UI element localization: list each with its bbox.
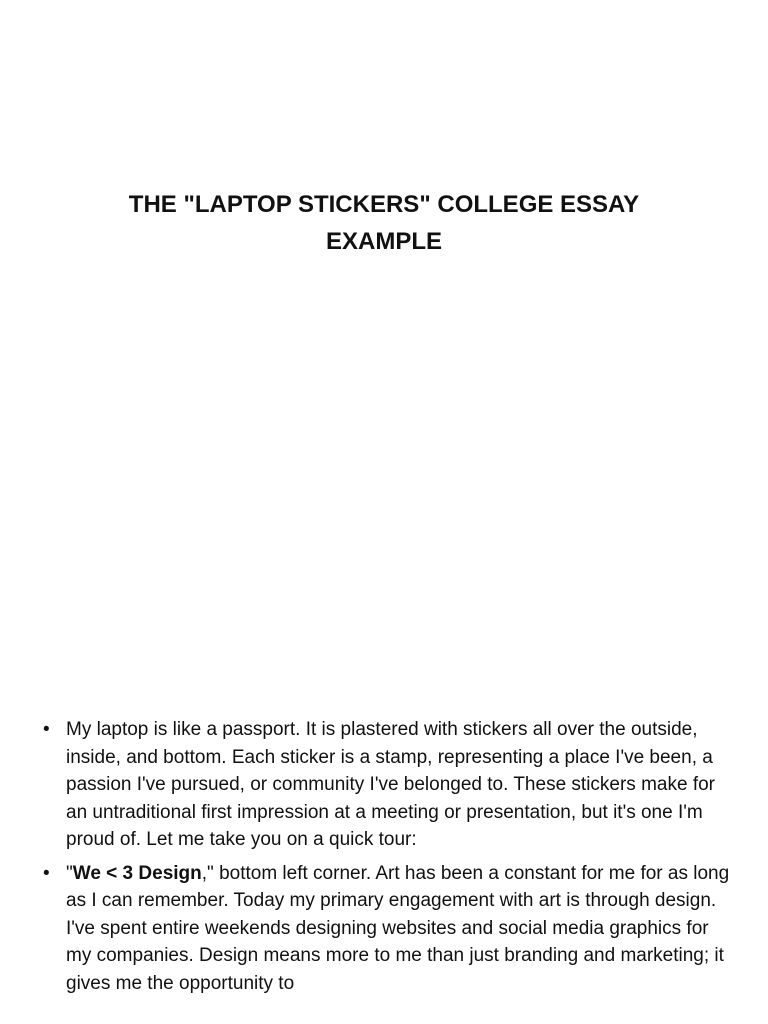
sticker-name: We < 3 Design bbox=[72, 862, 202, 884]
list-item bbox=[40, 860, 730, 998]
bullet-icon: • bbox=[43, 719, 50, 740]
bullet-text: ," bottom left corner. Art has been a constant for me for as long as I can remember. Today my primary engagement with art is through design. I've spent entire weekends designing websites and social media graphics for my companies. Design means more to me than just branding and marketing; it gives me the opportunity to bbox=[66, 862, 730, 994]
bullet-open-quote: " bbox=[66, 862, 73, 884]
bullet-list bbox=[40, 716, 730, 1003]
slide-title: THE "LAPTOP STICKERS" COLLEGE ESSAY EXAMPLE bbox=[128, 191, 640, 255]
bullet-icon: • bbox=[43, 862, 50, 884]
bullet-text: My laptop is like a passport. It is plastered with stickers all over the outside, inside, and bottom. Each sticker is a stamp, representing a place I've been, a passion I've pursued, or community I've belonged to. These stickers make for an untraditional first impression at a meeting or presentation, but it's one I'm proud of. Let me take you on a quick tour: bbox=[66, 719, 715, 850]
list-item bbox=[40, 716, 730, 854]
